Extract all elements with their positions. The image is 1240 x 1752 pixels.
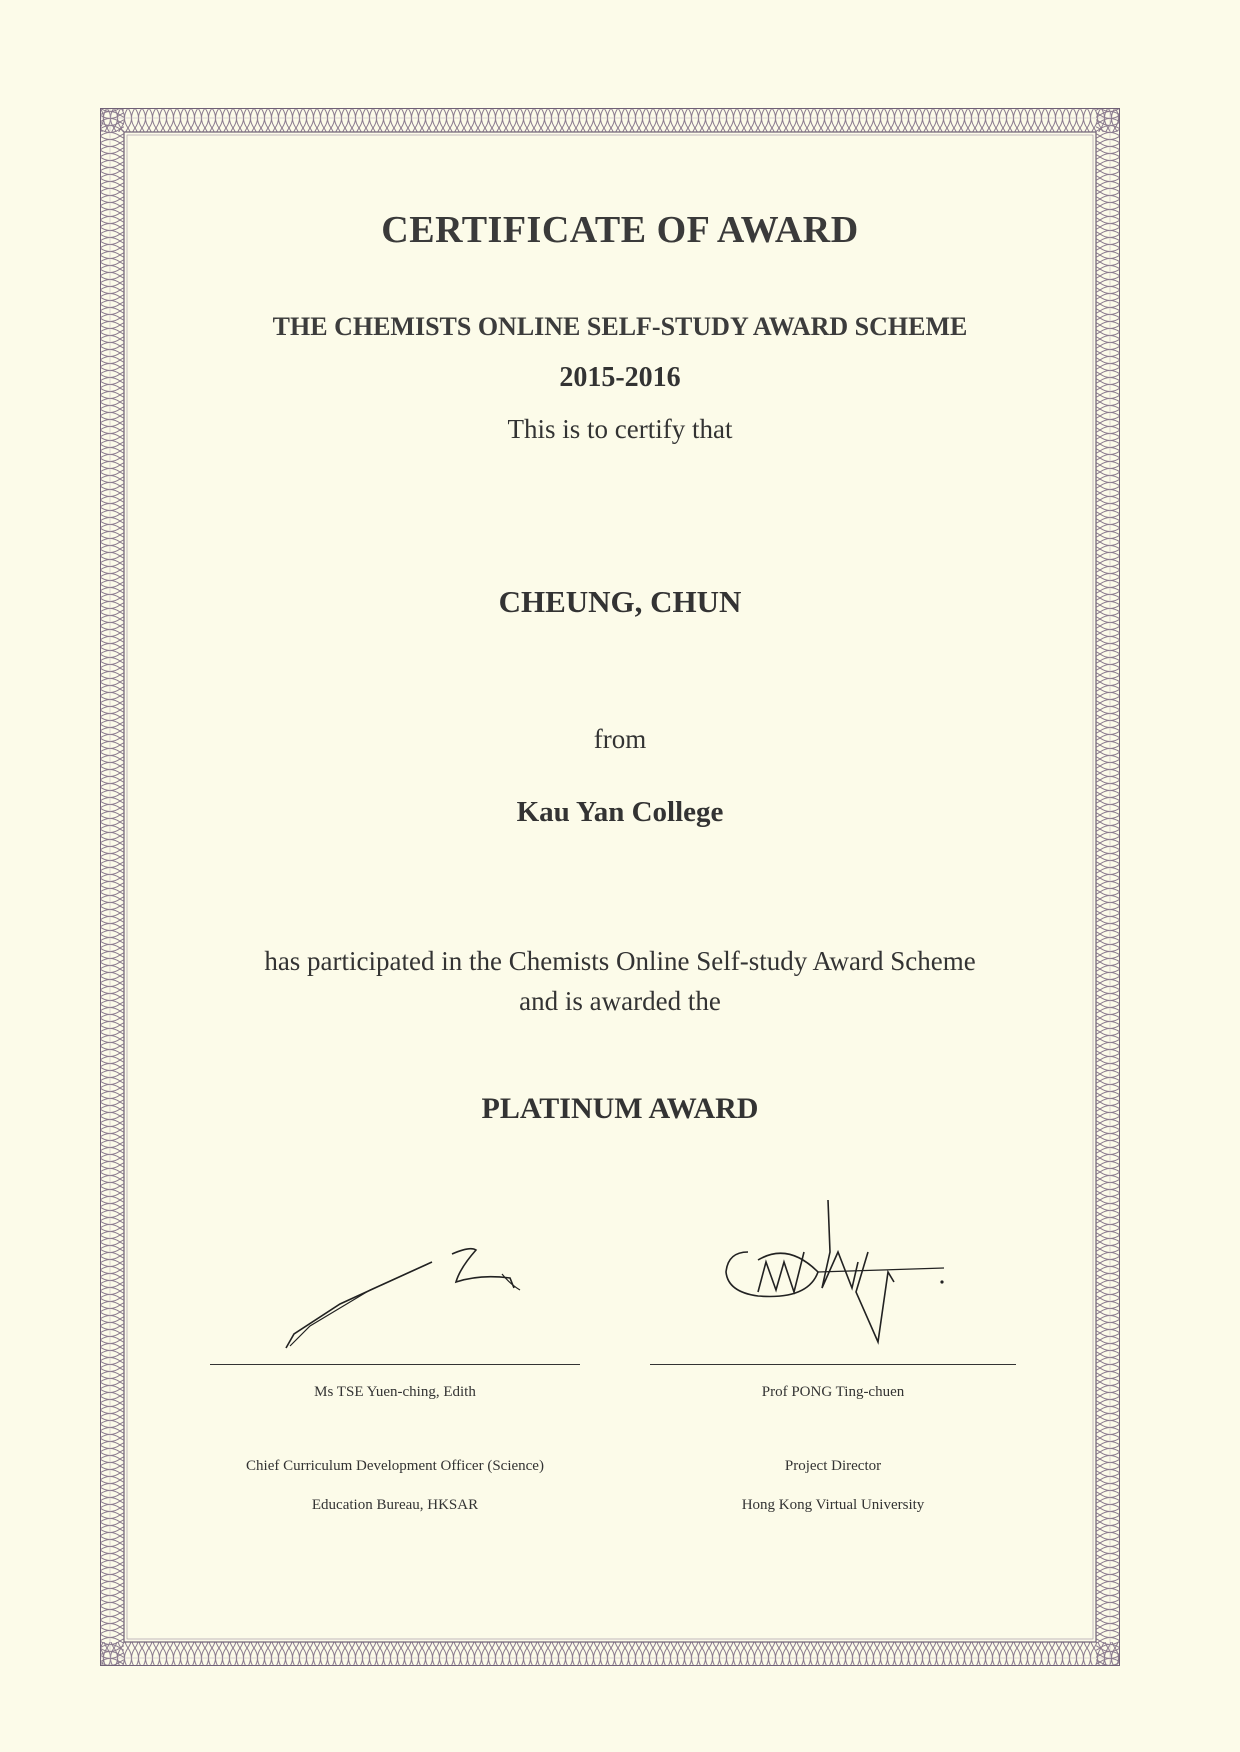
certify-intro: This is to certify that (507, 414, 733, 444)
signatory-right-name: Prof PONG Ting-chuen (761, 1384, 905, 1400)
signature-left-icon (280, 1238, 540, 1358)
certificate-title: CERTIFICATE OF AWARD (381, 209, 859, 251)
signatory-left-organization: Education Bureau, HKSAR (311, 1497, 479, 1513)
participation-line-2: and is awarded the (519, 986, 721, 1016)
from-label: from (593, 724, 647, 754)
signature-right-icon (718, 1192, 958, 1362)
recipient-name: CHEUNG, CHUN (498, 584, 742, 619)
signature-line-right (650, 1364, 1016, 1365)
signatory-left-name: Ms TSE Yuen-ching, Edith (314, 1384, 476, 1400)
scheme-year: 2015-2016 (559, 362, 681, 393)
participation-line-1: has participated in the Chemists Online Self-study Award Scheme (264, 946, 976, 976)
signatory-left-title: Chief Curriculum Development Officer (Science) (246, 1458, 544, 1474)
award-level: PLATINUM AWARD (481, 1092, 759, 1125)
signatory-right-organization: Hong Kong Virtual University (741, 1497, 925, 1513)
signature-line-left (210, 1364, 580, 1365)
signatory-right-title: Project Director (784, 1458, 882, 1474)
school-name: Kau Yan College (516, 796, 724, 828)
scheme-name: THE CHEMISTS ONLINE SELF-STUDY AWARD SCHEME (272, 312, 968, 341)
